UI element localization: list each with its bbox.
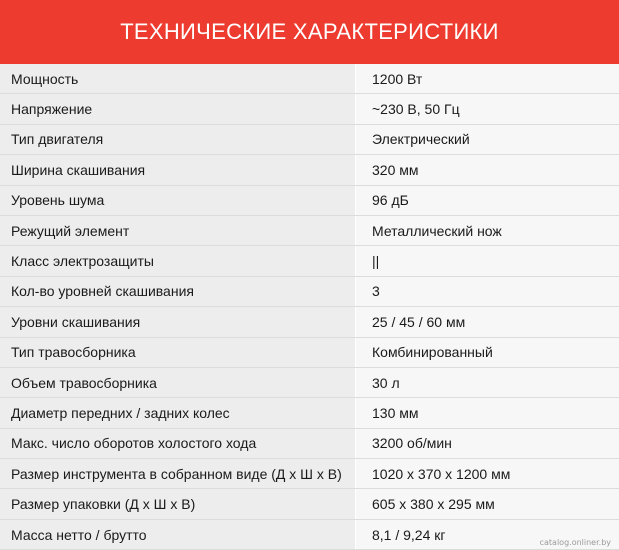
table-row <box>0 186 619 216</box>
table-row <box>0 459 619 489</box>
spec-label: Размер инструмента в собранном виде (Д x Ш x В) <box>0 459 356 488</box>
table-row <box>0 338 619 368</box>
spec-label: Диаметр передних / задних колес <box>0 398 356 427</box>
spec-label: Макс. число оборотов холостого хода <box>0 429 356 458</box>
spec-value: ~230 В, 50 Гц <box>356 94 619 123</box>
spec-value: Металлический нож <box>356 216 619 245</box>
spec-value: 96 дБ <box>356 186 619 215</box>
spec-label: Ширина скашивания <box>0 155 356 184</box>
table-row <box>0 64 619 94</box>
spec-label: Тип травосборника <box>0 338 356 367</box>
table-row <box>0 489 619 519</box>
table-row <box>0 520 619 550</box>
spec-label: Масса нетто / брутто <box>0 520 356 549</box>
spec-label: Тип двигателя <box>0 125 356 154</box>
table-row <box>0 216 619 246</box>
table-row <box>0 429 619 459</box>
spec-value: 3200 об/мин <box>356 429 619 458</box>
spec-value: 3 <box>356 277 619 306</box>
spec-value: || <box>356 246 619 275</box>
spec-label: Размер упаковки (Д x Ш x В) <box>0 489 356 518</box>
spec-value: 8,1 / 9,24 кг <box>356 520 619 549</box>
spec-label: Мощность <box>0 64 356 93</box>
table-row <box>0 368 619 398</box>
table-row <box>0 125 619 155</box>
specs-title: ТЕХНИЧЕСКИЕ ХАРАКТЕРИСТИКИ <box>120 19 499 44</box>
spec-value: 1020 x 370 x 1200 мм <box>356 459 619 488</box>
table-row <box>0 246 619 276</box>
spec-value: 320 мм <box>356 155 619 184</box>
spec-value: 1200 Вт <box>356 64 619 93</box>
watermark: catalog.onliner.by <box>539 538 611 547</box>
specs-table <box>0 64 619 550</box>
spec-value: 30 л <box>356 368 619 397</box>
spec-label: Уровни скашивания <box>0 307 356 336</box>
specs-header <box>0 0 619 64</box>
table-row <box>0 277 619 307</box>
table-row <box>0 94 619 124</box>
spec-label: Кол-во уровней скашивания <box>0 277 356 306</box>
spec-value: 605 x 380 x 295 мм <box>356 489 619 518</box>
table-row <box>0 398 619 428</box>
spec-label: Уровень шума <box>0 186 356 215</box>
spec-label: Класс электрозащиты <box>0 246 356 275</box>
spec-value: Комбинированный <box>356 338 619 367</box>
spec-value: 130 мм <box>356 398 619 427</box>
table-row <box>0 155 619 185</box>
spec-label: Напряжение <box>0 94 356 123</box>
table-row <box>0 307 619 337</box>
spec-value: Электрический <box>356 125 619 154</box>
spec-label: Режущий элемент <box>0 216 356 245</box>
spec-value: 25 / 45 / 60 мм <box>356 307 619 336</box>
spec-label: Объем травосборника <box>0 368 356 397</box>
